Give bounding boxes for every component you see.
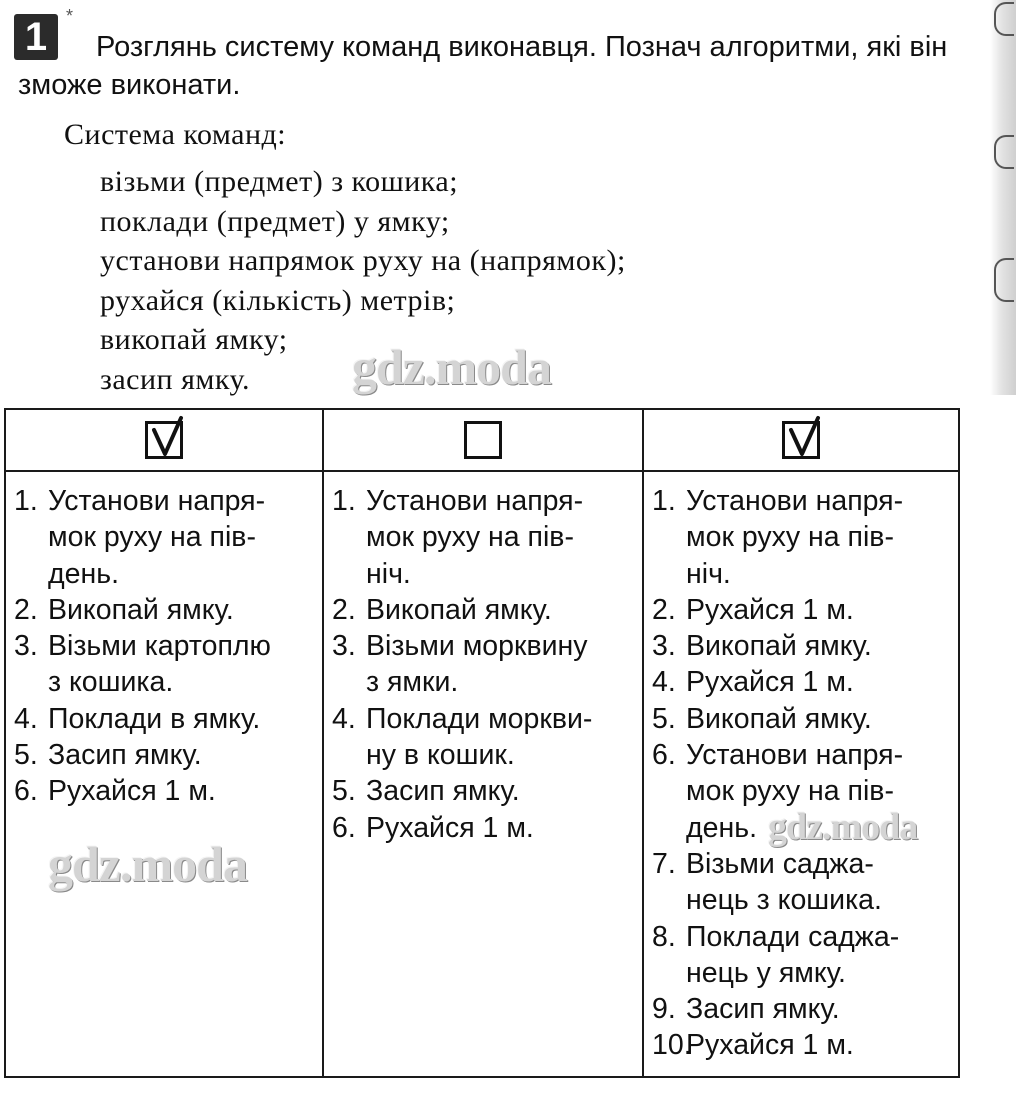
step-item: 9. Засип ямку. bbox=[652, 993, 840, 1026]
checkmark-stroke bbox=[791, 418, 818, 454]
algorithms-table bbox=[4, 408, 960, 1078]
algorithm-2-checkbox[interactable] bbox=[464, 421, 502, 459]
step-item: 5. Засип ямку. bbox=[14, 739, 202, 772]
step-item: 3. Візьми картоплю з кошика. bbox=[14, 630, 271, 699]
step-item: 2. Рухайся 1 м. bbox=[652, 593, 854, 626]
step-item: 4. Рухайся 1 м. bbox=[652, 666, 854, 699]
command-item: поклади (предмет) у ямку; bbox=[100, 204, 450, 238]
algorithm-1-header bbox=[5, 409, 323, 471]
step-item: 5. Засип ямку. bbox=[332, 775, 520, 808]
step-item: 3. Викопай ямку. bbox=[652, 630, 872, 663]
checkmark-icon bbox=[145, 416, 185, 458]
command-item: візьми (предмет) з кошика; bbox=[100, 165, 459, 198]
algorithm-3-header bbox=[643, 409, 959, 471]
cropped-illustration-icon bbox=[994, 2, 1014, 36]
cropped-illustration-icon bbox=[994, 135, 1014, 169]
algorithm-2 bbox=[323, 471, 643, 1077]
watermark: gdz.moda bbox=[48, 836, 247, 892]
page-edge-illustration bbox=[990, 0, 1016, 395]
step-item: 6. Установи напря- мок руху на пів- день. bbox=[652, 739, 904, 844]
algorithm-1-checkbox[interactable] bbox=[145, 421, 183, 459]
step-item: 4. Поклади в ямку. bbox=[14, 702, 261, 735]
step-item: 5. Викопай ямку. bbox=[652, 702, 872, 735]
step-item: 1. Установи напря- мок руху на пів- день. bbox=[14, 485, 266, 590]
cropped-illustration-icon bbox=[994, 258, 1014, 302]
checkmark-icon bbox=[782, 416, 822, 458]
checkmark-icon bbox=[464, 416, 504, 458]
step-item: 2. Викопай ямку. bbox=[14, 593, 234, 626]
command-item: рухайся (кількість) метрів; bbox=[100, 283, 456, 317]
command-system-title: Система команд: bbox=[64, 118, 287, 151]
difficulty-star-icon: * bbox=[66, 6, 74, 26]
algorithm-3-checkbox[interactable] bbox=[782, 421, 820, 459]
command-item: установи напрямок руху на (напрямок); bbox=[100, 244, 626, 277]
command-item: засип ямку. bbox=[100, 362, 251, 396]
algorithm-3 bbox=[643, 471, 959, 1077]
step-item: 3. Візьми морквину з ямки. bbox=[332, 630, 588, 699]
algorithm-2-header bbox=[323, 409, 643, 471]
command-item: викопай ямку; bbox=[100, 323, 288, 356]
step-item: 4. Поклади моркви- ну в кошик. bbox=[332, 702, 593, 772]
step-item: 6. Рухайся 1 м. bbox=[332, 811, 534, 844]
task-number-badge: 1 bbox=[14, 14, 58, 60]
step-item: 2. Викопай ямку. bbox=[332, 593, 552, 626]
checkmark-stroke bbox=[154, 418, 181, 454]
task-text: Розглянь систему команд виконавця. Познач алгоритми, які він зможе виконати. bbox=[18, 31, 948, 101]
step-item: 1. Установи напря- мок руху на пів- ніч. bbox=[332, 485, 584, 590]
step-item: 10. Рухайся 1 м. bbox=[652, 1029, 854, 1062]
watermark: gdz.moda bbox=[768, 806, 918, 848]
step-item: 1. Установи напря- мок руху на пів- ніч. bbox=[652, 485, 904, 590]
step-item: 7. Візьми саджа- нець з кошика. bbox=[652, 847, 882, 917]
watermark: gdz.moda bbox=[352, 339, 551, 395]
step-item: 6. Рухайся 1 м. bbox=[14, 775, 216, 808]
algorithm-1 bbox=[5, 471, 323, 1077]
step-item: 8. Поклади саджа- нець у ямку. bbox=[652, 920, 900, 989]
